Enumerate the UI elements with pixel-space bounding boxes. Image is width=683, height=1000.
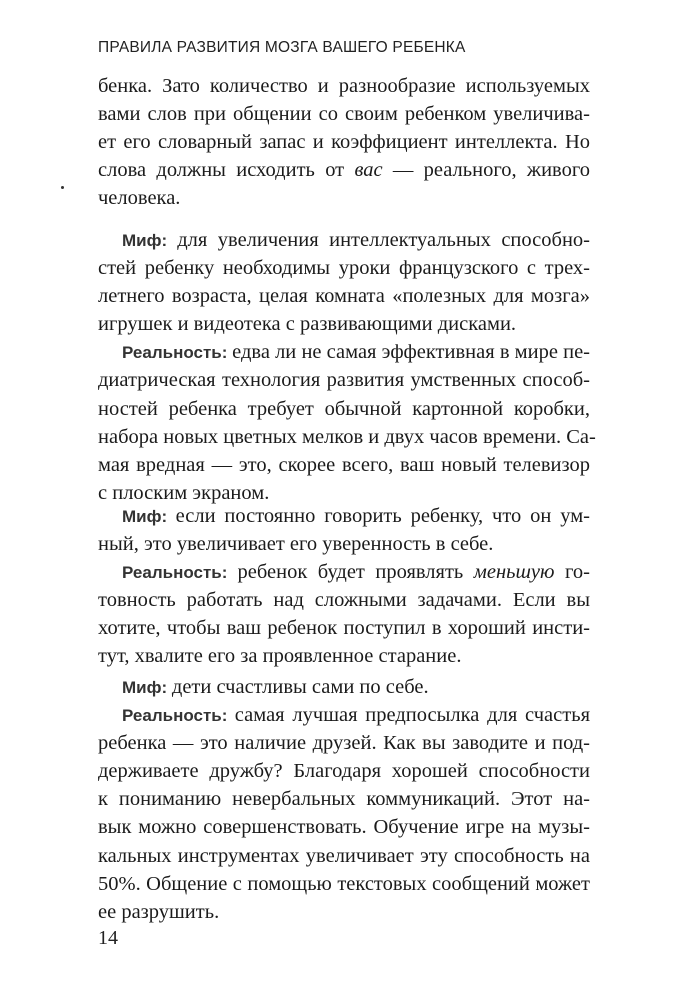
myth-block-3 [98, 673, 590, 926]
myth-line: Миф: если постоянно говорить ребенку, что он ум- [122, 505, 590, 527]
text-line: тут, хвалите его за проявленное старание. [98, 645, 462, 668]
reality-line: Реальность: самая лучшая предпосылка для счастья [122, 704, 590, 727]
text-line: ный, это увеличивает его уверенность в себе. [98, 533, 494, 556]
emphasis: меньшую [473, 561, 555, 584]
text-line: вык можно совершенствовать. Обучение игре на музы- [98, 816, 590, 839]
text-line: с плоским экраном. [98, 481, 270, 504]
text-line: ребенка — это наличие друзей. Как вы заводите и под- [98, 732, 590, 755]
myth-block-1 [98, 226, 596, 507]
print-speck [61, 186, 64, 189]
myth-label: Миф [122, 231, 162, 250]
text-line: человека. [98, 187, 181, 210]
text-line: летнего возраста, целая комната «полезных для мозга» [98, 285, 590, 308]
text-line: стей ребенку необходимы уроки французского с трех- [98, 257, 590, 280]
reality-label: Реальность [122, 706, 222, 726]
myth-block-2 [98, 502, 590, 671]
text-line: ностей ребенка требует обычной картонной коробки, [98, 397, 590, 420]
emphasis: вас [354, 159, 383, 182]
text-line: ее разрушить. [98, 900, 220, 923]
myth-label: Миф [122, 678, 162, 697]
text-line: диатрическая технология развития умственных способ- [98, 369, 590, 392]
reality-label: Реальность [122, 563, 222, 583]
text-line: товность работать над сложными задачами. Если вы [98, 589, 590, 612]
myth-line: Миф: дети счастливы сами по себе. [122, 676, 429, 698]
text-line: слова должны исходить от вас — реального, живого [98, 159, 590, 182]
text-line: к пониманию невербальных коммуникаций. Этот на- [98, 788, 590, 811]
text-line: вами слов при общении со своим ребенком увеличива- [98, 103, 590, 126]
text-line: игрушек и видеотека с развивающими дисками. [98, 313, 517, 336]
running-header: ПРАВИЛА РАЗВИТИЯ МОЗГА ВАШЕГО РЕБЕНКА [98, 39, 466, 56]
reality-line: Реальность: едва ли не самая эффективная в мире пе- [122, 341, 590, 364]
text-line: мая вредная — это, скорее всего, ваш новый телевизор [98, 453, 590, 476]
reality-label: Реальность [122, 343, 222, 363]
page-number: 14 [98, 927, 118, 949]
text-line: кальных инструментах увеличивает эту способность на [98, 844, 590, 867]
myth-label: Миф [122, 507, 162, 526]
text-line: ет его словарный запас и коэффициент интеллекта. Но [98, 131, 590, 154]
text-line: бенка. Зато количество и разнообразие используемых [98, 75, 590, 97]
text-line: держиваете дружбу? Благодаря хорошей способности [98, 760, 590, 783]
text-line: набора новых цветных мелков и двух часов времени. Са- [98, 425, 596, 448]
reality-line: Реальность: ребенок будет проявлять меньшую го- [122, 561, 590, 584]
myth-line: Миф: для увеличения интеллектуальных способно- [122, 229, 590, 251]
text-line: 50%. Общение с помощью текстовых сообщений может [98, 872, 590, 895]
intro-paragraph [98, 72, 590, 212]
text-line: хотите, чтобы ваш ребенок поступил в хороший инсти- [98, 617, 590, 640]
